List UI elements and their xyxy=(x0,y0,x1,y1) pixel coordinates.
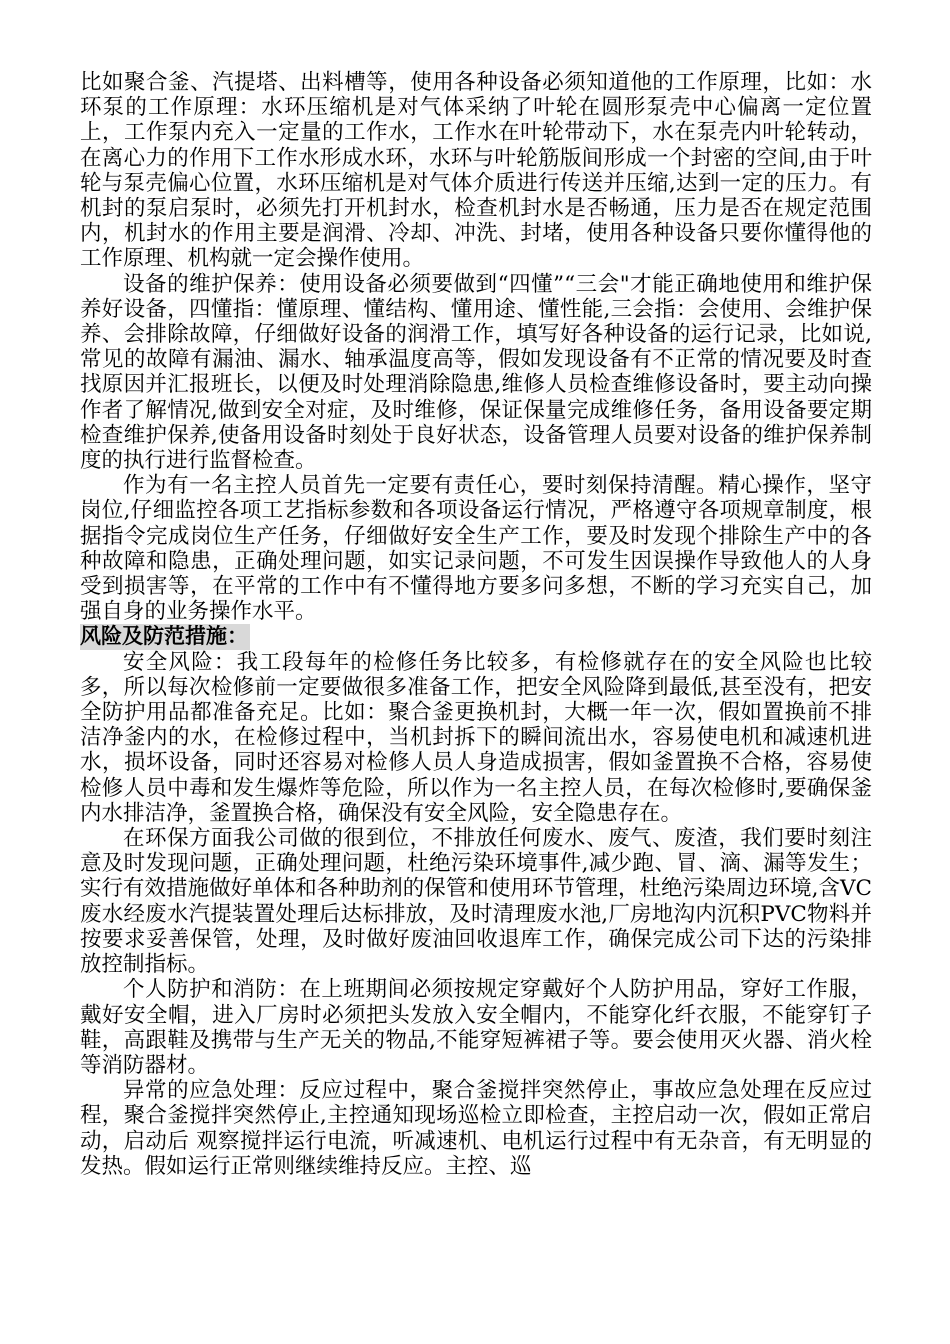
section-heading-row xyxy=(80,624,872,649)
paragraph-environmental: 在环保方面我公司做的很到位，不排放任何废水、废气、废渣，我们要时刻注意及时发现问题，正确处理问题，杜绝污染环境事件,减少跑、冒、滴、漏等发生；实行有效措施做好单体和各种助剂的保管和使用环节管理，杜绝污染周边环境,含VC废水经废水汽提装置处理后达标排放，及时清理废水池,厂房地沟内沉积PVC物料并按要求妥善保管，处理，及时做好废油回收退库工作，确保完成公司下达的污染排放控制指标。 xyxy=(80,826,872,978)
section-heading-risk: 风险及防范措施： xyxy=(80,624,248,649)
paragraph-emergency-handling: 异常的应急处理：反应过程中，聚合釜搅拌突然停止，事故应急处理在反应过程，聚合釜搅拌突然停止,主控通知现场巡检立即检查，主控启动一次，假如正常启动，启动后 观察搅拌运行电流，听减速机、电机运行过程中有无杂音，有无明显的发热。假如运行正常则继续维持反应。主控、巡 xyxy=(80,1078,872,1179)
paragraph-operator-responsibility: 作为有一名主控人员首先一定要有责任心，要时刻保持清醒。精心操作，坚守岗位,仔细监控各项工艺指标参数和各项设备运行情况，严格遵守各项规章制度，根据指令完成岗位生产任务，仔细做好安全生产工作，要及时发现个排除生产中的各种故障和隐患，正确处理问题，如实记录问题，不可发生因误操作导致他人的人身受到损害等，在平常的工作中有不懂得地方要多问多想，不断的学习充实自己，加强自身的业务操作水平。 xyxy=(80,473,872,625)
paragraph-equipment-maintenance: 设备的维护保养：使用设备必须要做到“四懂”“三会"才能正确地使用和维护保养好设备，四懂指：懂原理、懂结构、懂用途、懂性能,三会指：会使用、会维护保养、会排除故障，仔细做好设备的润滑工作，填写好各种设备的运行记录，比如说,常见的故障有漏油、漏水、轴承温度高等，假如发现设备有不正常的情况要及时查找原因并汇报班长，以便及时处理消除隐患,维修人员检查维修设备时，要主动向操作者了解情况,做到安全对症，及时维修，保证保量完成维修任务，备用设备要定期检查维护保养,使备用设备时刻处于良好状态，设备管理人员要对设备的维护保养制度的执行进行监督检查。 xyxy=(80,271,872,474)
document-page xyxy=(80,70,872,1179)
paragraph-equipment-principles: 比如聚合釜、汽提塔、出料槽等，使用各种设备必须知道他的工作原理，比如：水环泵的工作原理：水环压缩机是对气体采纳了叶轮在圆形泵壳中心偏离一定位置上，工作泵内充入一定量的工作水，工作水在叶轮带动下，水在泵壳内叶轮转动，在离心力的作用下工作水形成水环，水环与叶轮筋版间形成一个封密的空间,由于叶轮与泵壳偏心位置，水环压缩机是对气体介质进行传送并压缩,达到一定的压力。有机封的泵启泵时，必须先打开机封水，检查机封水是否畅通，压力是否在规定范围内，机封水的作用主要是润滑、冷却、冲洗、封堵，使用各种设备只要你懂得他的工作原理、机构就一定会操作使用。 xyxy=(80,70,872,272)
paragraph-safety-risk: 安全风险：我工段每年的检修任务比较多，有检修就存在的安全风险也比较多，所以每次检修前一定要做很多准备工作，把安全风险降到最低,甚至没有，把安全防护用品都准备充足。比如：聚合釜更换机封，大概一年一次，假如置换前不排洁净釜内的水，在检修过程中，当机封拆下的瞬间流出水，容易使电机和减速机进水，损坏设备，同时还容易对检修人员人身造成损害，假如釜置换不合格，容易使检修人员中毒和发生爆炸等危险，所以作为一名主控人员，在每次检修时,要确保釜内水排洁净，釜置换合格，确保没有安全风险，安全隐患存在。 xyxy=(80,649,872,826)
paragraph-personal-protection: 个人防护和消防：在上班期间必须按规定穿戴好个人防护用品，穿好工作服，戴好安全帽，进入厂房时必须把头发放入安全帽内，不能穿化纤衣服，不能穿钉子鞋，高跟鞋及携带与生产无关的物品,不能穿短裤裙子等。要会使用灭火器、消火栓等消防器材。 xyxy=(80,977,872,1078)
